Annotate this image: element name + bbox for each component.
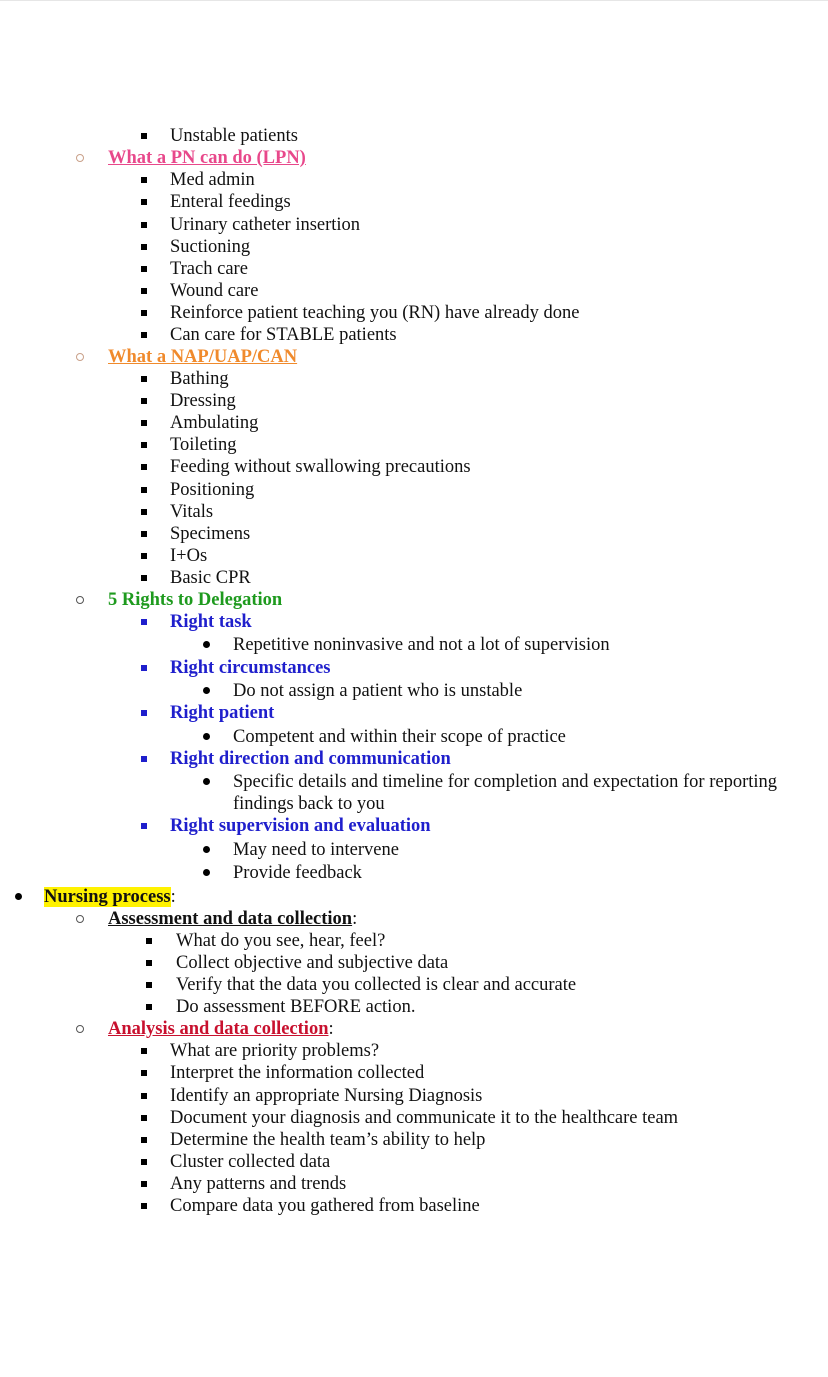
square-bullet-icon	[141, 214, 151, 236]
dot-bullet-icon	[203, 839, 213, 861]
square-bullet-icon	[141, 258, 151, 280]
circle-bullet-icon	[76, 908, 86, 930]
analysis-title: Analysis and data collection	[108, 1019, 329, 1039]
square-bullet-icon	[141, 611, 151, 633]
square-bullet-icon	[141, 368, 151, 390]
square-bullet-icon	[141, 302, 151, 324]
square-bullet-icon	[141, 748, 151, 770]
square-bullet-icon	[141, 702, 151, 724]
square-bullet-icon	[141, 280, 151, 302]
square-bullet-icon	[141, 1085, 151, 1107]
square-bullet-icon	[141, 412, 151, 434]
square-bullet-icon	[146, 996, 156, 1018]
square-bullet-icon	[141, 169, 151, 191]
assessment-title: Assessment and data collection	[108, 909, 353, 929]
square-bullet-icon	[141, 456, 151, 478]
square-bullet-icon	[141, 1195, 151, 1217]
square-bullet-icon	[141, 523, 151, 545]
dot-bullet-icon	[203, 680, 213, 702]
nursing-process-title: Nursing process	[44, 887, 171, 907]
square-bullet-icon	[141, 815, 151, 837]
colon: :	[352, 909, 358, 929]
top-border	[0, 0, 828, 1]
square-bullet-icon	[146, 974, 156, 996]
square-bullet-icon	[141, 1062, 151, 1084]
colon: :	[170, 887, 176, 907]
dot-bullet-icon	[203, 771, 213, 793]
dot-bullet-icon	[203, 726, 213, 748]
square-bullet-icon	[141, 501, 151, 523]
square-bullet-icon	[141, 125, 151, 147]
circle-bullet-icon	[76, 589, 86, 611]
square-bullet-icon	[141, 1151, 151, 1173]
square-bullet-icon	[141, 191, 151, 213]
square-bullet-icon	[141, 390, 151, 412]
dot-bullet-icon	[203, 634, 213, 656]
square-bullet-icon	[141, 657, 151, 679]
square-bullet-icon	[141, 1129, 151, 1151]
square-bullet-icon	[146, 952, 156, 974]
square-bullet-icon	[141, 434, 151, 456]
square-bullet-icon	[141, 1107, 151, 1129]
square-bullet-icon	[141, 567, 151, 589]
square-bullet-icon	[146, 930, 156, 952]
dot-bullet-icon	[203, 862, 213, 884]
circle-bullet-icon	[76, 147, 86, 169]
square-bullet-icon	[141, 324, 151, 346]
square-bullet-icon	[141, 1173, 151, 1195]
circle-bullet-icon	[76, 346, 86, 368]
circle-bullet-icon	[76, 1018, 86, 1040]
square-bullet-icon	[141, 545, 151, 567]
dot-bullet-icon	[15, 886, 25, 908]
square-bullet-icon	[141, 479, 151, 501]
square-bullet-icon	[141, 236, 151, 258]
colon: :	[328, 1019, 334, 1039]
square-bullet-icon	[141, 1040, 151, 1062]
